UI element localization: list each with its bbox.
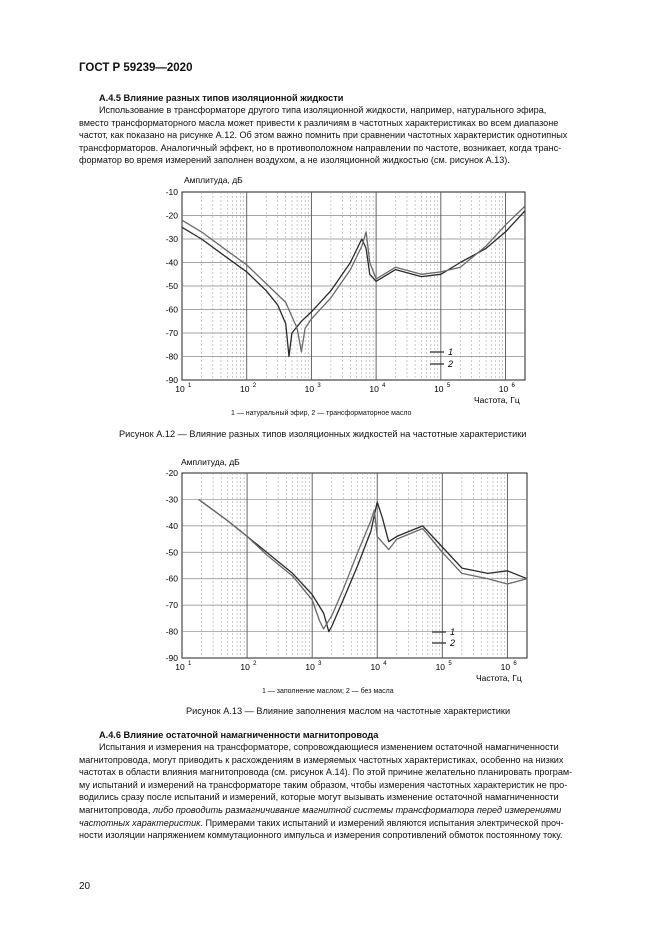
page-number: 20 [79,881,91,892]
document-id: ГОСТ Р 59239—2020 [79,62,193,74]
chart-a12 [150,168,540,406]
text-line: частотах в области влияния магнитопровода (см. рисунок А.14). По этой причине желательно планировать програм- [79,767,573,778]
y-tick-label: -70 [165,600,178,611]
text-line: трансформаторов. Аналогичный эффект, но в противоположном направлении по частоте, возникает, когда транс- [79,142,562,153]
x-tick-exponent: 1 [188,383,192,389]
y-tick-label: -30 [165,234,178,244]
figure-caption: Рисунок А.13 — Влияние заполнения маслом на частотные характеристики [186,706,511,716]
italic-run: частотных характеристик [79,817,201,828]
y-axis-title: Амплитуда, дБ [184,175,243,185]
x-tick-exponent: 3 [318,661,322,667]
y-tick-label: -60 [165,304,178,315]
x-tick-label: 10 [370,662,380,672]
text-line: магнитопровода, могут приводить к расхождениям в измеряемых частотных характеристиках, особенно на низких [79,754,564,765]
y-tick-label: -60 [165,573,178,584]
x-tick-label: 10 [240,662,250,672]
x-tick-exponent: 6 [513,661,517,667]
legend [430,347,453,369]
y-tick-label: -40 [165,257,178,268]
text-run: . Примерами таких испытаний и измерений являются испытания электрической проч- [200,817,564,828]
section-heading-a46: A.4.6 Влияние остаточной намагниченности магнитопровода [99,730,379,740]
x-tick-label: 10 [239,384,250,394]
legend-label-2: 2 [448,359,454,369]
x-axis-title: Частота, Гц [476,673,522,683]
y-tick-label: -20 [165,210,178,221]
x-tick-exponent: 3 [317,383,321,389]
chart-axis [166,468,518,672]
legend-label-2: 2 [450,638,456,648]
y-tick-label: -80 [165,626,178,637]
x-tick-exponent: 6 [511,383,515,389]
y-tick-label: -80 [165,351,178,362]
y-tick-label: -90 [165,375,178,385]
chart-a13 [150,452,540,684]
section-heading-a45: A.4.5 Влияние разных типов изоляционной жидкости [99,93,344,103]
x-tick-exponent: 2 [252,383,257,389]
text-run: магнитопровода, [79,804,153,815]
plot-frame [182,473,527,658]
text-line: ности изоляции напряжением коммутационного импульса и измерения сопротивлений обмоток постоянному току. [79,830,563,841]
text-line: му испытаний и измерений на трансформаторе таким образом, чтобы измерения частотных характеристик не про- [79,779,568,790]
y-tick-label: -50 [165,547,178,558]
text-line: водились сразу после испытаний и измерений, которые могут вызывать изменение остаточной намагниченности [79,792,559,803]
x-tick-label: 10 [175,384,185,394]
y-tick-label: -20 [165,468,178,478]
legend-label-1: 1 [450,627,456,637]
italic-run: либо проводить размагничивание магнитной системы трансформатора перед измерениями [152,804,562,815]
series-line-1 [182,211,525,357]
y-tick-label: -70 [165,328,178,338]
chart-series-group [182,206,525,356]
text-line: Испытания и измерения на трансформаторе, сопровождающиеся изменением остаточной намагниченности [99,742,559,752]
y-tick-label: -30 [165,494,178,505]
y-tick-label: -90 [165,653,178,663]
x-tick-exponent: 1 [188,661,192,667]
text-line [79,804,609,817]
y-tick-label: -10 [165,187,178,197]
y-axis-title: Амплитуда, дБ [181,457,240,467]
x-tick-exponent: 5 [446,383,451,389]
y-tick-label: -40 [165,520,178,531]
x-tick-label: 10 [435,662,446,672]
x-tick-exponent: 4 [383,661,387,667]
x-tick-label: 10 [498,384,509,394]
paragraph-a46 [79,741,609,842]
figure-legend-note: 1 — заполнение маслом; 2 — без масла [262,688,394,695]
text-line: вместо трансформаторного масла может привести к различиям в частотных характеристиках во всем диапазоне [79,117,559,128]
x-tick-label: 10 [304,384,315,394]
x-tick-exponent: 2 [253,661,257,667]
text-line: форматор во время измерений заполнен воздухом, а не изоляционной жидкостью (см. рисунок А.13). [79,155,510,166]
x-tick-label: 10 [369,384,379,394]
figure-legend-note: 1 — натуральный эфир, 2 — трансформаторное масло [231,410,412,417]
chart-grid [182,473,527,658]
paragraph-a45 [79,104,609,167]
x-tick-exponent: 4 [382,383,386,389]
chart-axis [166,187,516,394]
x-axis-title: Частота, Гц [474,395,520,405]
x-tick-label: 10 [175,662,185,672]
y-tick-label: -50 [165,281,178,291]
legend-label-1: 1 [448,347,454,357]
figure-caption: Рисунок А.12 — Влияние разных типов изоляционных жидкостей на частотные характеристики [119,429,527,439]
x-tick-label: 10 [305,662,315,672]
chart-grid [182,192,525,380]
text-line: частот, как показано на рисунке А.12. Об этом важно помнить при сравнении частотных характеристик однотипных [79,130,568,141]
text-line [79,817,609,830]
x-tick-exponent: 5 [448,661,452,667]
legend [432,627,455,648]
series-line-2 [182,206,525,352]
text-line: Использование в трансформаторе другого типа изоляционной жидкости, например, натурального эфира, [99,105,547,115]
x-tick-label: 10 [500,662,511,672]
x-tick-label: 10 [434,384,444,394]
